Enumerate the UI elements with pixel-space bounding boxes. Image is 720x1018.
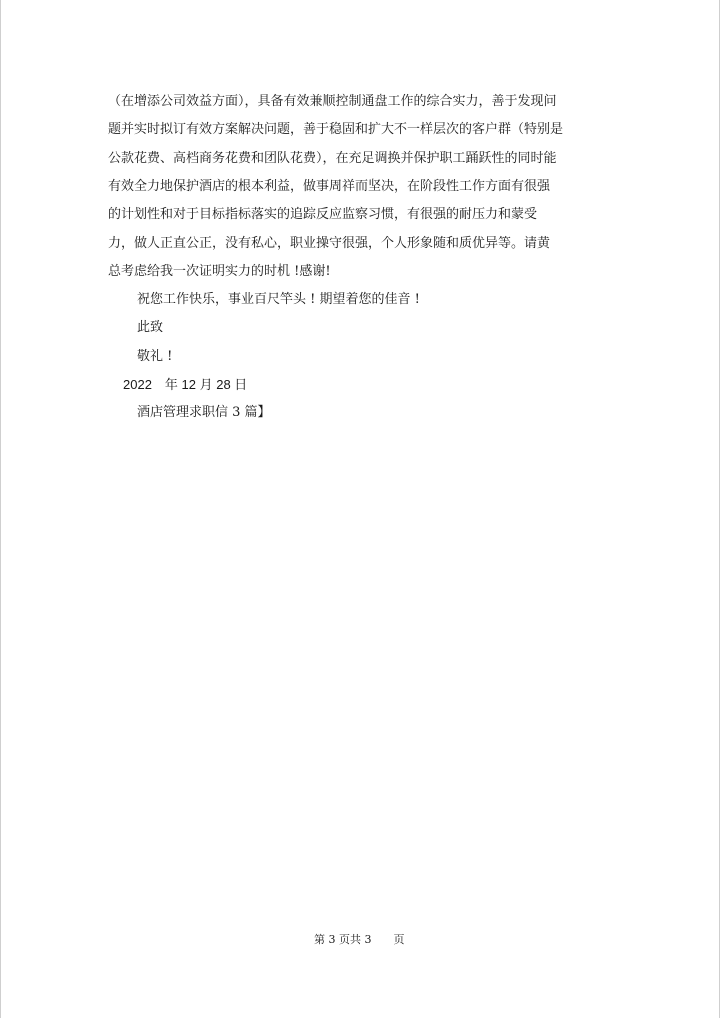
paragraph-line-4: 有效全力地保护酒店的根本利益，做事周祥而坚决，在阶段性工作方面有很强 (108, 179, 551, 194)
paragraph-line-5: 的计划性和对于目标指标落实的追踪反应监察习惯，有很强的耐压力和蒙受 (108, 207, 538, 222)
closing-line-1: 此致 (137, 320, 164, 335)
paragraph-line-1: （在增添公司效益方面），具备有效兼顺控制通盘工作的综合实力，善于发现问 (108, 94, 557, 109)
page-number-footer: 第 3 页共 3 页 (314, 933, 405, 946)
date-line: 2022 年 12 月 28 日 (123, 377, 248, 392)
paragraph-line-2: 题并实时拟订有效方案解决问题，善于稳固和扩大不一样层次的客户群（特别是 (108, 122, 564, 137)
paragraph-line-7: 总考虑给我一次证明实力的时机 !感谢! (108, 264, 331, 279)
wish-line: 祝您工作快乐，事业百尺竿头 ! 期望着您的佳音 ! (137, 292, 420, 307)
paragraph-line-6: 力，做人正直公正，没有私心，职业操守很强，个人形象随和质优异等。请黄 (108, 236, 551, 251)
paragraph-line-3: 公款花费、高档商务花费和团队花费），在充足调换并保护职工踊跃性的同时能 (108, 151, 557, 166)
next-section-title: 酒店管理求职信 3 篇】 (137, 405, 271, 420)
closing-line-2: 敬礼 ! (137, 349, 173, 364)
